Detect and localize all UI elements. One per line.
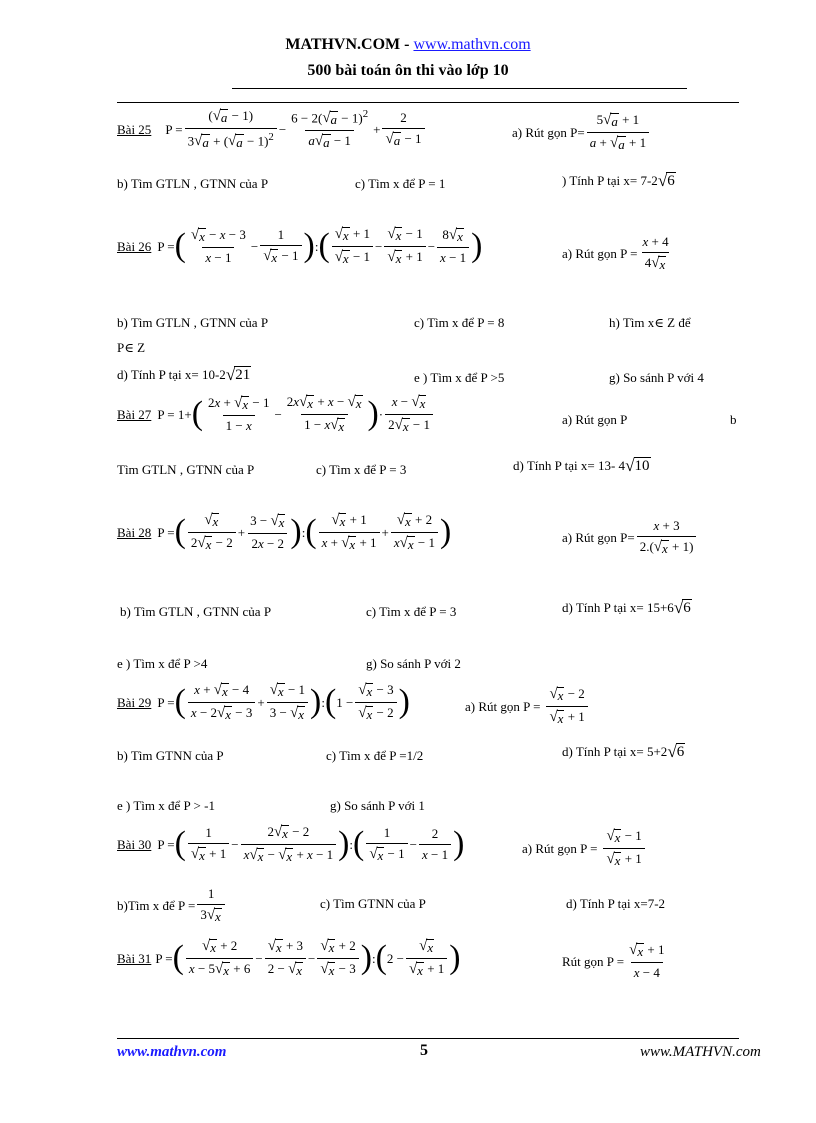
problem-label: Bài 25 — [117, 121, 152, 137]
site-link[interactable]: www.mathvn.com — [413, 36, 531, 53]
footer-left-link[interactable]: www.mathvn.com — [117, 1044, 227, 1060]
problem-27-part-b-start: b — [730, 412, 737, 427]
part-d-radicand: 6 — [683, 600, 691, 616]
part-d-text: ) Tính P tại x= 7-2 — [562, 173, 658, 188]
problem-label: Bài 30 — [117, 836, 152, 852]
problem-29-part-g: g) So sánh P với 1 — [330, 798, 425, 813]
header-rule-short — [232, 88, 687, 89]
part-d-text: d) Tính P tại x= 5+2 — [562, 744, 668, 759]
problem-label: Bài 27 — [117, 406, 152, 422]
part-d-text: d) Tính P tại x= 13- 4 — [513, 458, 626, 473]
problem-label: Bài 28 — [117, 524, 152, 540]
problem-label: Bài 31 — [117, 950, 152, 966]
problem-26-part-e: e ) Tìm x để P >5 — [414, 370, 505, 385]
part-d-text: d) Tính P tại x= 10-2 — [117, 367, 226, 382]
problem-27-part-c: c) Tìm x để P = 3 — [316, 462, 407, 477]
problem-31-formula: Bài 31 P = ( √ x + 2 x − 5 √ x + 6 − √ x + 3 2 − √ x − √ x + 2 √ x − 3 ) : ( 2 − √ x √ x + 1 ) — [117, 938, 461, 978]
problem-30-part-c: c) Tìm GTNN của P — [320, 896, 426, 911]
problem-30-part-b: b)Tìm x để P = 1 3 √ x — [117, 886, 227, 925]
problem-26-part-h-cont: P∈ Z — [117, 340, 146, 355]
header-separator: - — [400, 36, 414, 53]
header-title — [0, 36, 816, 54]
problem-30-formula: Bài 30 P = ( 1 √ x + 1 − 2 √ x − 2 x √ x − √ x + x − 1 ) : ( 1 √ x − 1 − $\frac{2}{x - 1}$ ) — [117, 824, 465, 864]
problem-28-part-a: a) Rút gọn P= x + 3 2.( √ x + 1) — [562, 518, 698, 557]
problem-29-part-c: c) Tìm x để P =1/2 — [326, 748, 424, 763]
problem-28-formula: Bài 28 P = ( √ x 2 √ x − 2 + 3 − √ x 2x − 2 ) : ( √ x + 1 x + √ x + 1 + √ x + 2 x √ x − 1 ) — [117, 512, 452, 552]
problem-29-part-b: b) Tìm GTNN của P — [117, 748, 224, 763]
problem-28-part-b: b) Tìm GTLN , GTNN của P — [120, 604, 272, 619]
part-d-radicand: 6 — [667, 173, 675, 189]
problem-25-part-d: ) Tính P tại x= 7-2 √ 6 — [562, 171, 675, 190]
part-a-text: Rút gọn P = — [562, 953, 625, 969]
part-a-text: a) Rút gọn P = — [522, 840, 598, 856]
problem-30-part-a: a) Rút gọn P = √ x − 1 √ x + 1 — [522, 828, 647, 869]
problem-26-part-h: h) Tìm x∈ Z để — [609, 315, 691, 330]
part-d-radicand: 10 — [634, 458, 650, 474]
site-name: MATHVN.COM — [285, 36, 401, 53]
problem-26-formula: Bài 26 P = ( √ x − x − 3 x − 1 − 1 √ x − 1 ) : ( √ x + 1 √ x − 1 − √ x − 1 √ x + 1 − 8 √ x x − 1 ) — [117, 226, 483, 266]
document-subtitle: 500 bài toán ôn thi vào lớp 10 — [307, 62, 509, 79]
problem-25-part-b: b) Tìm GTLN , GTNN của P — [117, 176, 269, 191]
part-a-text: a) Rút gọn P= — [512, 124, 585, 140]
problem-label: Bài 29 — [117, 694, 152, 710]
problem-31-part-a: Rút gọn P = √ x + 1 x − 4 — [562, 942, 665, 980]
problem-27-part-d: d) Tính P tại x= 13- 4 √ 10 — [513, 456, 650, 475]
problem-27-formula: Bài 27 P = 1+ ( 2x + √ x − 1 1 − x − 2x √ x + x − √ x 1 − x √ x ) · x − √ x 2 √ x − 1 — [117, 394, 435, 435]
problem-28-part-d: d) Tính P tại x= 15+6 √ 6 — [562, 598, 691, 617]
part-d-radicand: 21 — [235, 367, 251, 383]
footer-rule — [117, 1038, 739, 1039]
part-a-text: a) Rút gọn P= — [562, 529, 635, 545]
problem-29-part-a: a) Rút gọn P = √ x − 2 √ x + 1 — [465, 686, 590, 727]
problem-label: Bài 26 — [117, 238, 152, 254]
part-a-text: a) Rút gọn P = — [465, 698, 541, 714]
part-b-text: b)Tìm x để P = — [117, 897, 196, 913]
page-number: 5 — [420, 1042, 428, 1059]
header-rule — [117, 102, 739, 103]
problem-25-part-c: c) Tìm x để P = 1 — [355, 176, 446, 191]
part-d-text: d) Tính P tại x= 15+6 — [562, 600, 674, 615]
problem-26-part-d: d) Tính P tại x= 10-2 √ 21 — [117, 365, 251, 384]
problem-29-formula: Bài 29 P = ( x + √ x − 4 x − 2 √ x − 3 + √ x − 1 3 − √ x ) : ( 1 − √ x − 3 √ x − 2 ) — [117, 682, 410, 722]
problem-28-part-g: g) So sánh P với 2 — [366, 656, 461, 671]
problem-30-part-d: d) Tính P tại x=7-2 — [566, 896, 666, 911]
part-d-radicand: 6 — [676, 744, 685, 760]
problem-29-part-d: d) Tính P tại x= 5+2 √ 6 — [562, 742, 685, 761]
problem-26-part-b: b) Tìm GTLN , GTNN của P — [117, 315, 269, 330]
problem-26-part-g: g) So sánh P với 4 — [609, 370, 704, 385]
problem-25-part-a: a) Rút gọn P= 5 √ a + 1 a + √ a + 1 — [512, 112, 651, 153]
part-a-text: a) Rút gọn P = — [562, 245, 638, 261]
problem-28-part-c: c) Tìm x để P = 3 — [366, 604, 457, 619]
problem-27-part-b: Tìm GTLN , GTNN của P — [117, 462, 255, 477]
footer-right-text: www.MATHVN.com — [640, 1044, 761, 1060]
problem-25-formula: Bài 25 P = ( √ a − 1) 3 √ a + ( √ a − 1)$^2$ − 6 − 2( √ a − 1)$^2$ a √ a − 1 + 2 √ a − 1 — [117, 108, 427, 151]
problem-27-part-a: a) Rút gọn P — [562, 412, 628, 427]
problem-26-part-c: c) Tìm x để P = 8 — [414, 315, 505, 330]
problem-29-part-e: e ) Tìm x để P > -1 — [117, 798, 215, 813]
problem-28-part-e: e ) Tìm x để P >4 — [117, 656, 208, 671]
problem-26-part-a: a) Rút gọn P = x + 4 4 √ x — [562, 234, 669, 272]
